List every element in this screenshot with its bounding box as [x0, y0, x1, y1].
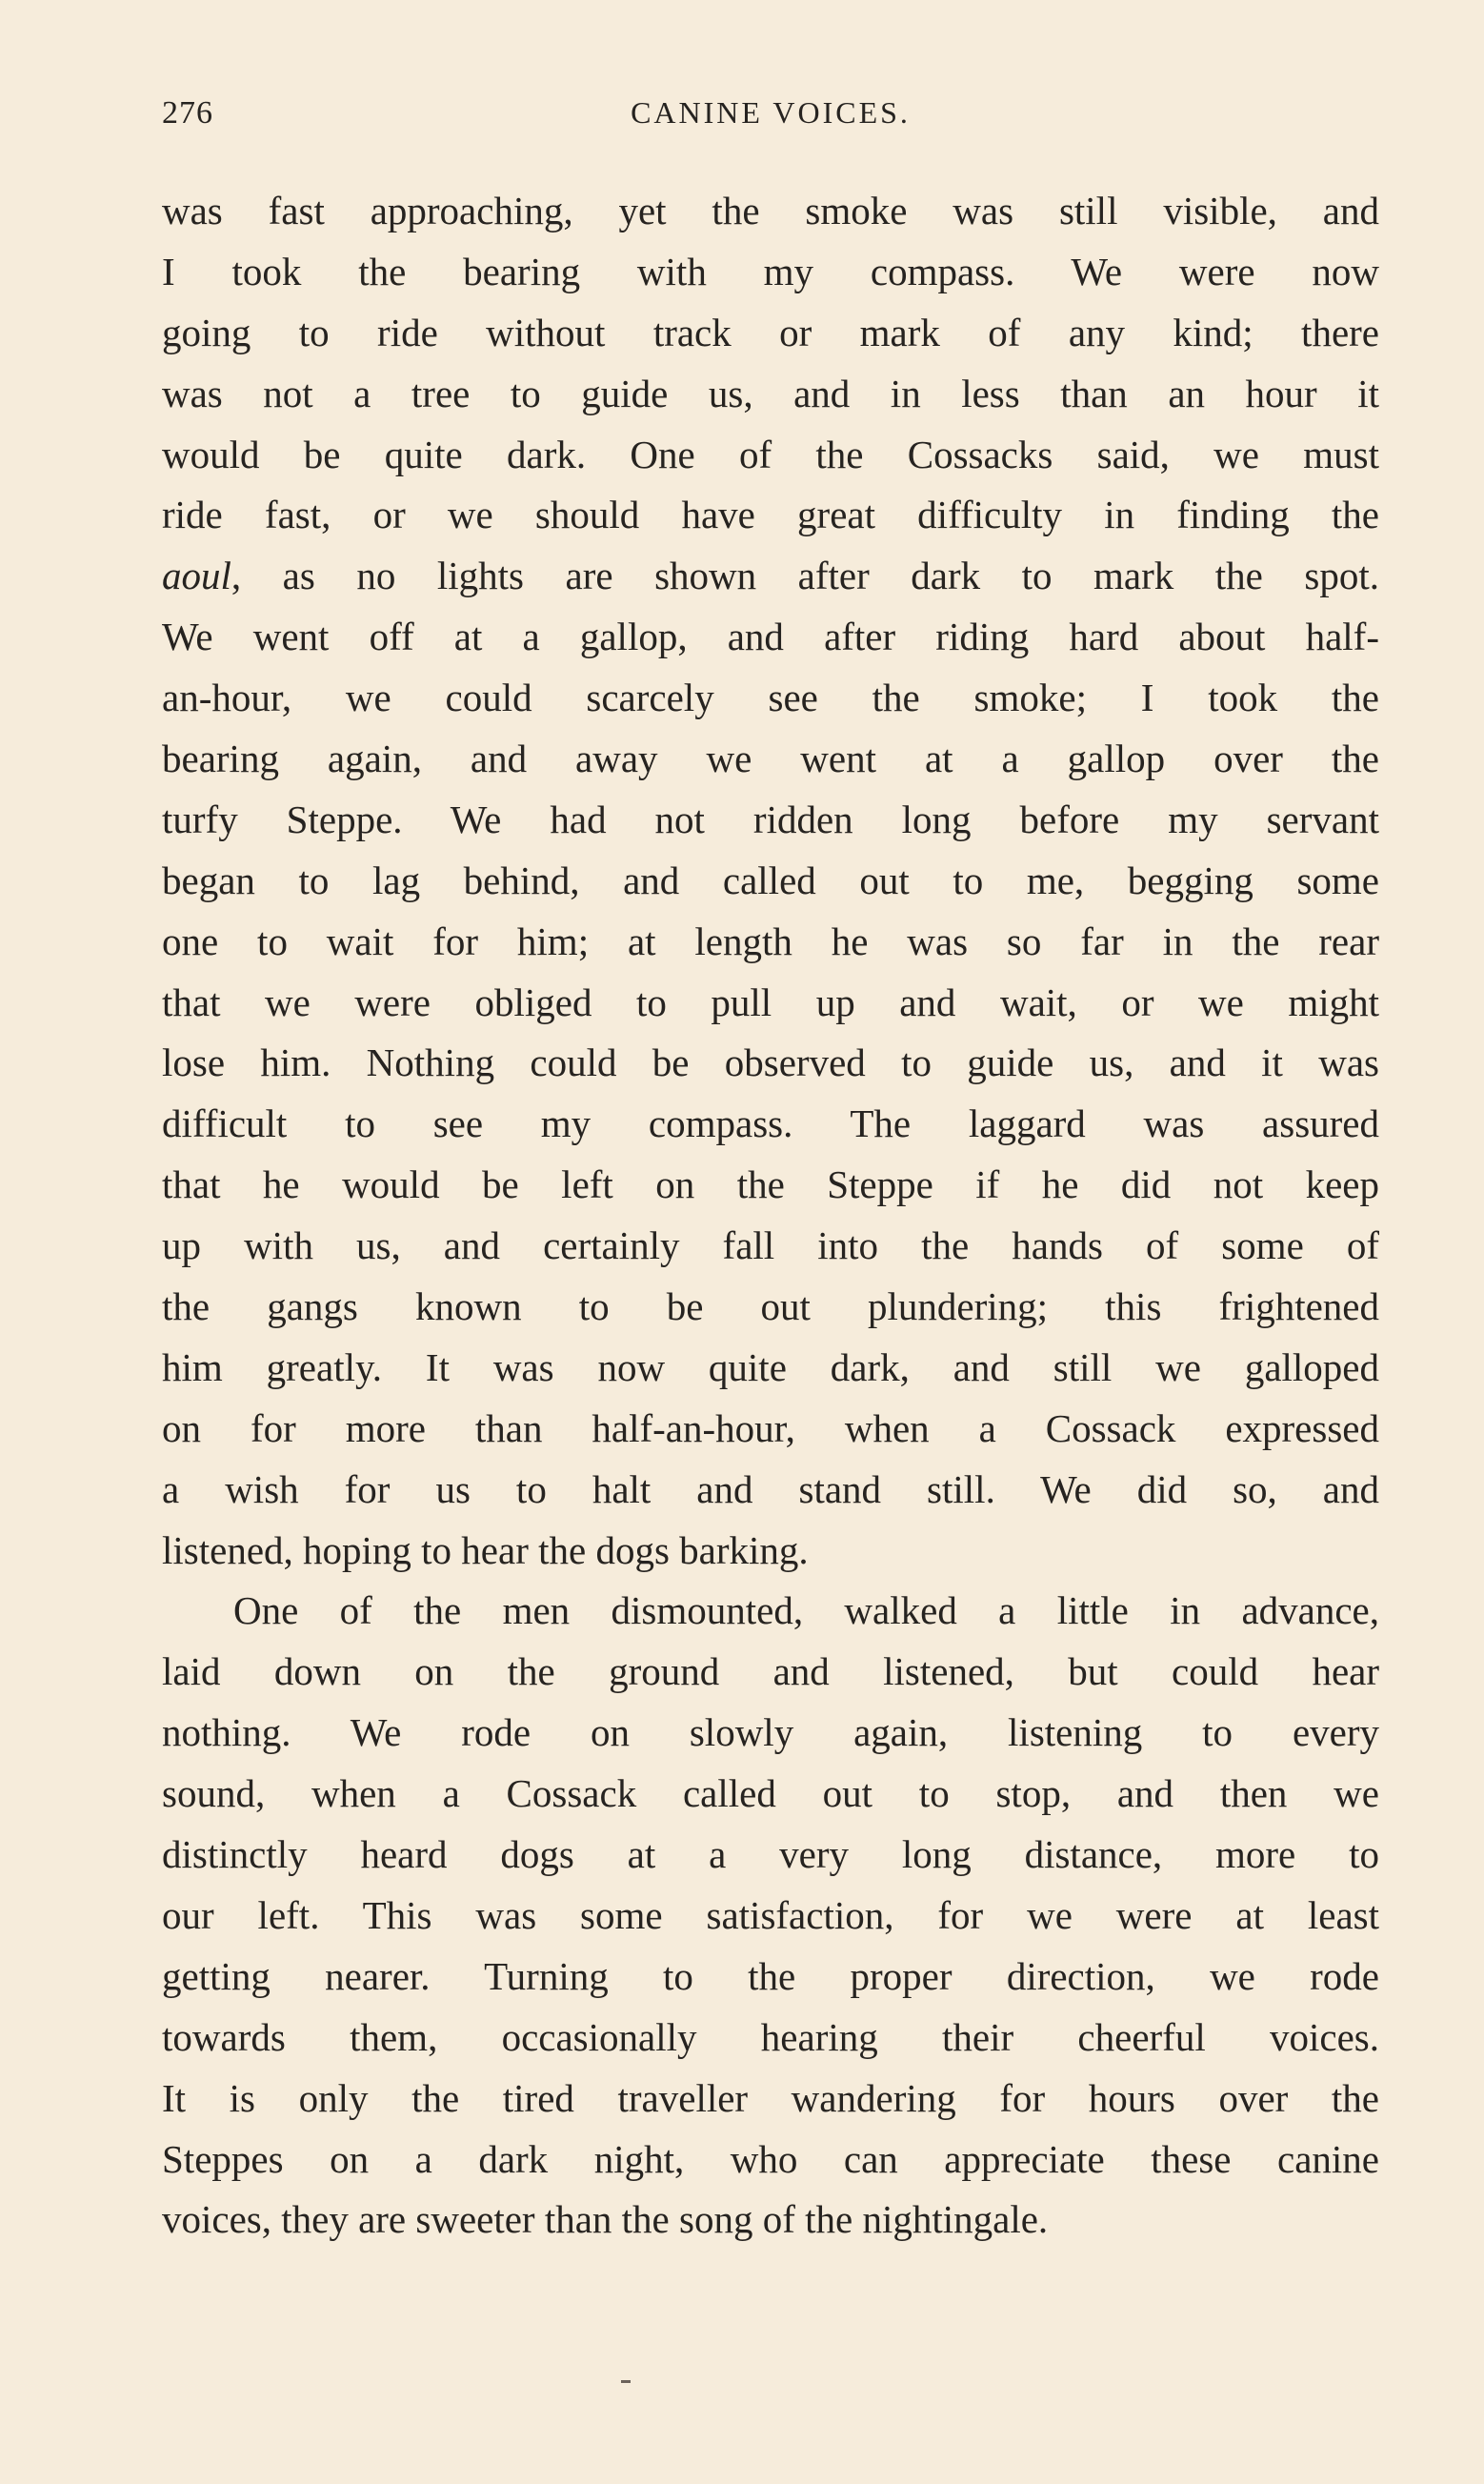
text-line: bearing again, and away we went at a gallop over the [162, 737, 1379, 781]
text-line: turfy Steppe. We had not ridden long before my servant [162, 797, 1379, 841]
text-line: on for more than half-an-hour, when a Cossack expressed [162, 1405, 1379, 1450]
stray-print-mark [621, 2380, 631, 2383]
text-line: him greatly. It was now quite dark, and still we galloped [162, 1344, 1379, 1389]
paragraph-1 [162, 181, 1379, 1581]
page-number: 276 [162, 95, 213, 131]
paragraph-2 [162, 1581, 1379, 2251]
running-title: CANINE VOICES. [631, 95, 911, 130]
text-line: the gangs known to be out plundering; this frightened [162, 1284, 1379, 1329]
text-line: difficult to see my compass. The laggard was assured [162, 1101, 1379, 1146]
text-line: listened, hoping to hear the dogs barking. [162, 1527, 809, 1572]
text-line: laid down on the ground and listened, but could hear [162, 1649, 1379, 1694]
text-line: began to lag behind, and called out to me, begging some [162, 858, 1379, 902]
text-line: nothing. We rode on slowly again, listening to every [162, 1710, 1379, 1755]
text-line: an-hour, we could scarcely see the smoke; I took the [162, 676, 1379, 720]
text-line: lose him. Nothing could be observed to guide us, and it was [162, 1040, 1379, 1085]
text-line: distinctly heard dogs at a very long distance, more to [162, 1832, 1379, 1877]
text-line: I took the bearing with my compass. We were now [162, 249, 1379, 293]
text-line: that we were obliged to pull up and wait, or we might [162, 979, 1379, 1024]
text-line: one to wait for him; at length he was so far in the rear [162, 919, 1379, 963]
running-head [162, 95, 1379, 143]
text-line-with-italic: aoul, as no lights are shown after dark to mark the spot. [162, 554, 1379, 598]
text-line: ride fast, or we should have great difficulty in finding the [162, 493, 1379, 537]
text-line: a wish for us to halt and stand still. We did so, and [162, 1466, 1379, 1511]
text-line: up with us, and certainly fall into the hands of some of [162, 1223, 1379, 1268]
text-line: Steppes on a dark night, who can appreciate these canine [162, 2136, 1379, 2181]
text-line: was not a tree to guide us, and in less than an hour it [162, 371, 1379, 415]
body-text [162, 181, 1379, 2251]
text-line: One of the men dismounted, walked a little in advance, [233, 1588, 1379, 1633]
text-line: It is only the tired traveller wandering for hours over the [162, 2075, 1379, 2120]
text-line: getting nearer. Turning to the proper direction, we rode [162, 1953, 1379, 1998]
text-line: that he would be left on the Steppe if he did not keep [162, 1162, 1379, 1207]
text-line: would be quite dark. One of the Cossacks said, we must [162, 432, 1379, 476]
text-line: was fast approaching, yet the smoke was still visible, and [162, 189, 1379, 232]
text-line: going to ride without track or mark of any kind; there [162, 310, 1379, 354]
text-line: We went off at a gallop, and after riding hard about half- [162, 615, 1379, 659]
italic-word: aoul [162, 554, 231, 598]
text-line: sound, when a Cossack called out to stop, and then we [162, 1771, 1379, 1816]
text-line: towards them, occasionally hearing their cheerful voices. [162, 2014, 1379, 2059]
text-line: voices, they are sweeter than the song of the nightingale. [162, 2197, 1049, 2242]
text-line: our left. This was some satisfaction, for we were at least [162, 1892, 1379, 1937]
